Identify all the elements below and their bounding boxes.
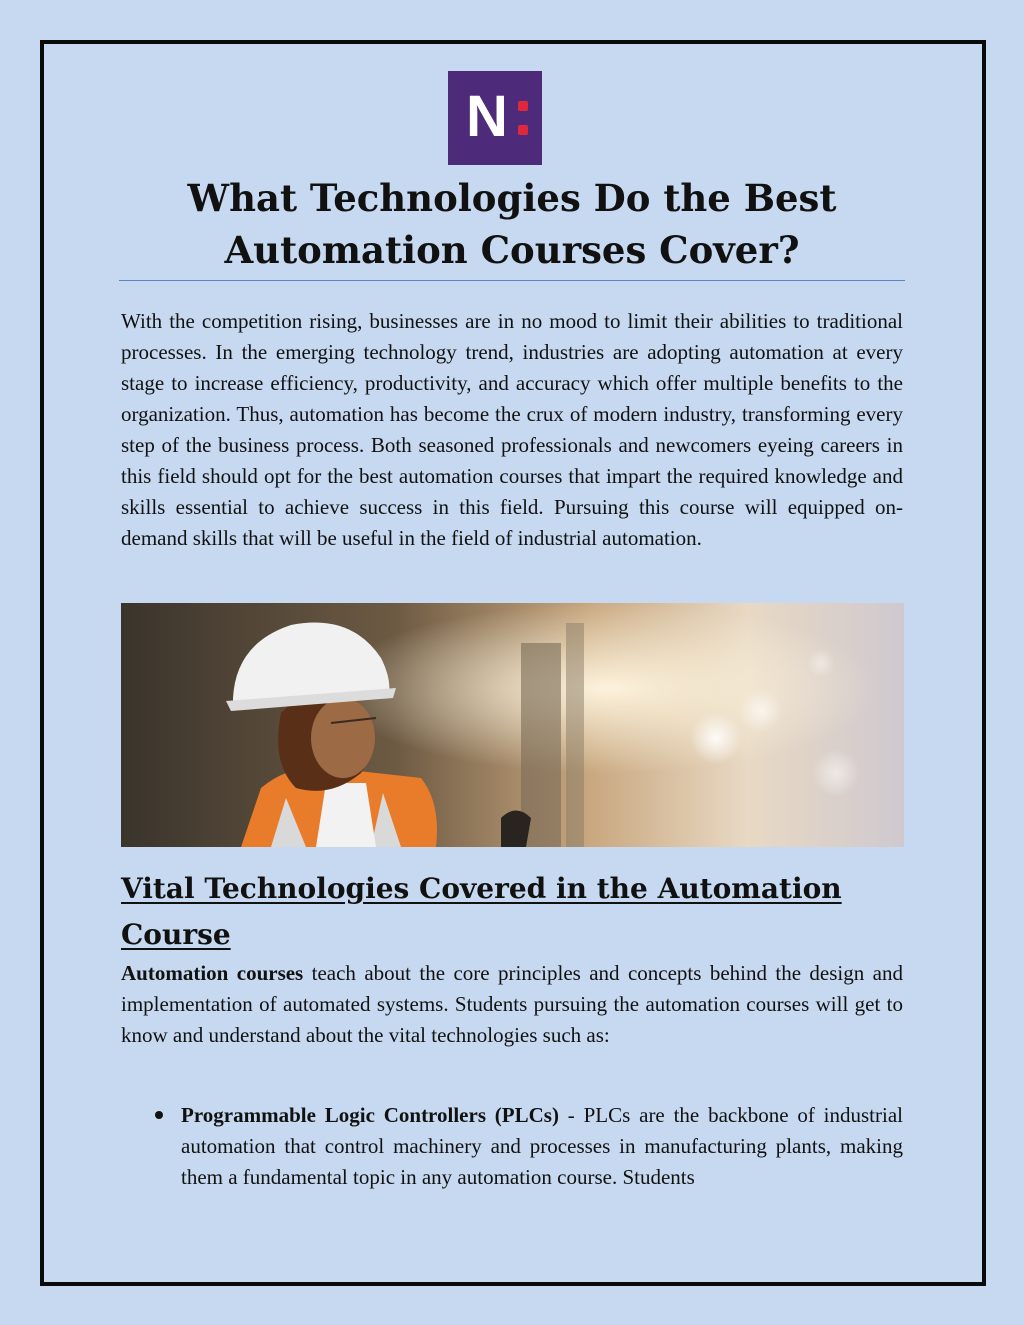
page-title: What Technologies Do the Best Automation Courses Cover? <box>187 176 837 272</box>
bullet-icon <box>155 1111 163 1119</box>
technology-list <box>121 1100 903 1193</box>
brand-logo <box>448 71 542 165</box>
logo-letter: N <box>466 84 508 149</box>
logo-dot-top <box>518 101 528 111</box>
section-paragraph <box>121 958 903 1051</box>
list-item-body: - PLCs are the backbone of industrial automation that control machinery and processes in manufacturing plants, making them a fundamental topic in any automation course. Students <box>181 1103 903 1189</box>
section-lead-bold: Automation courses <box>121 961 304 985</box>
intro-paragraph: With the competition rising, businesses are in no mood to limit their abilities to traditional processes. In the emerging technology trend, industries are adopting automation at every stage to increase efficiency, productivity, and accuracy which offer multiple benefits to the organization. Thus, automation has become the crux of modern industry, transforming every step of the business process. Both seasoned professionals and newcomers eyeing careers in this field should opt for the best automation courses that impart the required knowledge and skills essential to achieve success in this field. Pursuing this course will equipped on-demand skills that will be useful in the field of industrial automation. <box>121 309 903 550</box>
hero-image-worker <box>121 603 904 847</box>
logo-dot-bottom <box>518 125 528 135</box>
section-lead-text: teach about the core principles and concepts behind the design and implementation of automated systems. Students pursuing the automation courses will get to know and understand about the vital technologies such as: <box>121 961 903 1047</box>
list-item-bold: Programmable Logic Controllers (PLCs) <box>181 1103 559 1127</box>
section-heading: Vital Technologies Covered in the Automation Course <box>121 872 842 951</box>
list-item <box>121 1100 903 1193</box>
title-divider <box>119 280 905 281</box>
list-item-text <box>181 1100 903 1193</box>
